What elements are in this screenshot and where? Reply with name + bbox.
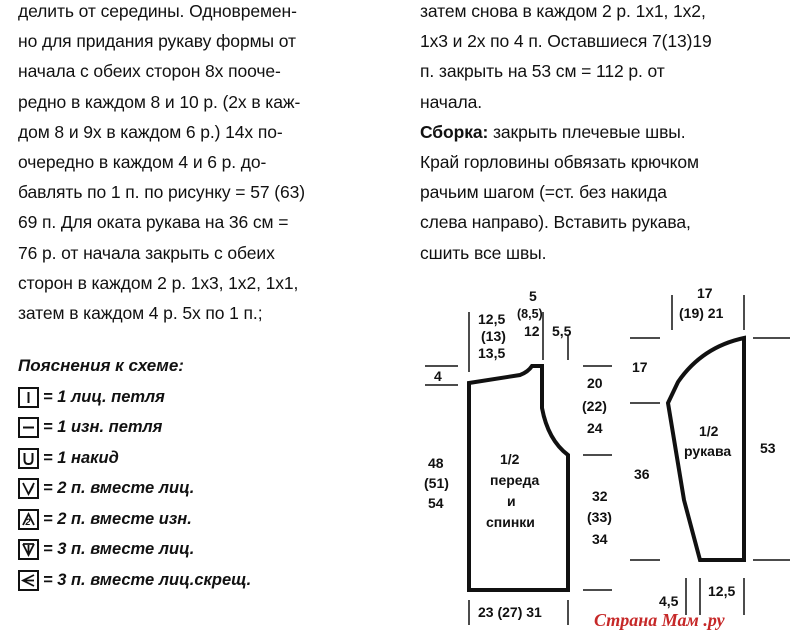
legend-text: = 3 п. вместе лиц.скрещ.	[43, 570, 252, 589]
body-top-width-b: (13)	[481, 328, 506, 344]
text-line: делить от середины. Одновремен-	[18, 1, 297, 21]
body-neck-b: (8,5)	[517, 307, 543, 321]
sleeve-top-b: (19) 21	[679, 305, 724, 321]
sleeve-cuff: 12,5	[708, 583, 736, 599]
text-line: рачьим шагом (=ст. без накида	[420, 182, 667, 203]
text-line: редно в каждом 8 и 10 р. (2х в каж-	[18, 91, 301, 112]
assembly-first-line-rest: закрыть плечевые швы.	[488, 121, 686, 142]
legend-text: = 3 п. вместе лиц.	[43, 540, 195, 559]
legend-text: = 1 накид	[43, 448, 119, 467]
legend-text: = 1 изн. петля	[43, 418, 163, 437]
body-height-b: (51)	[424, 475, 449, 491]
body-label-back: спинки	[486, 514, 535, 530]
text-line: сшить все швы.	[420, 242, 547, 263]
body-label-fraction: 1/2	[500, 451, 520, 467]
body-side-a: 32	[592, 488, 608, 504]
sleeve-length: 36	[634, 466, 650, 482]
text-line: но для придания рукаву формы от	[18, 31, 296, 52]
text-line: бавлять по 1 п. по рисунку = 57 (63)	[18, 182, 305, 203]
body-armhole-c: 24	[587, 420, 603, 436]
body-top-width-c: 13,5	[478, 345, 506, 361]
sleeve-cuff-offset: 4,5	[659, 593, 679, 609]
text-line: Край горловины обвязать крючком	[420, 152, 699, 173]
body-labels	[424, 288, 612, 620]
assembly-title: Сборка:	[420, 121, 489, 142]
body-top-width-a: 12,5	[478, 311, 506, 327]
body-label-front: переда	[490, 472, 540, 488]
text-line: п. закрыть на 53 см = 112 р. от	[420, 61, 665, 82]
text-line: начала.	[420, 91, 482, 112]
text-line: дом 8 и 9х в каждом 6 р.) 14х по-	[18, 121, 283, 142]
watermark: Страна Мам .ру	[594, 610, 725, 630]
sleeve-label-text: рукава	[684, 443, 732, 459]
legend-title: Пояснения к схеме:	[18, 356, 184, 375]
svg-text:2: 2	[25, 516, 31, 527]
text-line: сторон в каждом 2 р. 1х3, 1х2, 1х1,	[18, 272, 299, 293]
text-line: слева направо). Вставить рукава,	[420, 212, 691, 233]
text-line: затем в каждом 4 р. 5х по 1 п.;	[18, 303, 263, 324]
sleeve-label-fraction: 1/2	[699, 423, 719, 439]
body-side-b: (33)	[587, 509, 612, 525]
sleeve-total: 53	[760, 440, 776, 456]
body-neck-a: 5	[529, 288, 537, 304]
text-line: начала с обеих сторон 8х пооче-	[18, 61, 281, 82]
legend-text: = 2 п. вместе изн.	[43, 509, 192, 528]
body-armhole-a: 20	[587, 375, 603, 391]
body-height-a: 48	[428, 455, 444, 471]
text-line: очередно в каждом 4 и 6 р. до-	[18, 152, 267, 173]
sleeve-top-a: 17	[697, 285, 713, 301]
text-line: 76 р. от начала закрыть с обеих	[18, 242, 275, 263]
legend-text: = 1 лиц. петля	[43, 387, 165, 406]
body-bottom-width: 23 (27) 31	[478, 604, 542, 620]
text-line: 1х3 и 2х по 4 п. Оставшиеся 7(13)19	[420, 31, 712, 52]
body-side-c: 34	[592, 531, 608, 547]
body-height-c: 54	[428, 495, 444, 511]
body-shoulder-drop: 4	[434, 368, 442, 384]
body-neck-c: 12	[524, 323, 540, 339]
legend-text: = 2 п. вместе лиц.	[43, 479, 195, 498]
body-label-and: и	[507, 493, 516, 509]
body-schematic	[425, 312, 612, 625]
text-line: затем снова в каждом 2 р. 1х1, 1х2,	[420, 1, 706, 21]
sleeve-cap: 17	[632, 359, 648, 375]
text-line: 69 п. Для оката рукава на 36 см =	[18, 212, 289, 233]
body-armhole-b: (22)	[582, 398, 607, 414]
body-neck-depth: 5,5	[552, 323, 572, 339]
